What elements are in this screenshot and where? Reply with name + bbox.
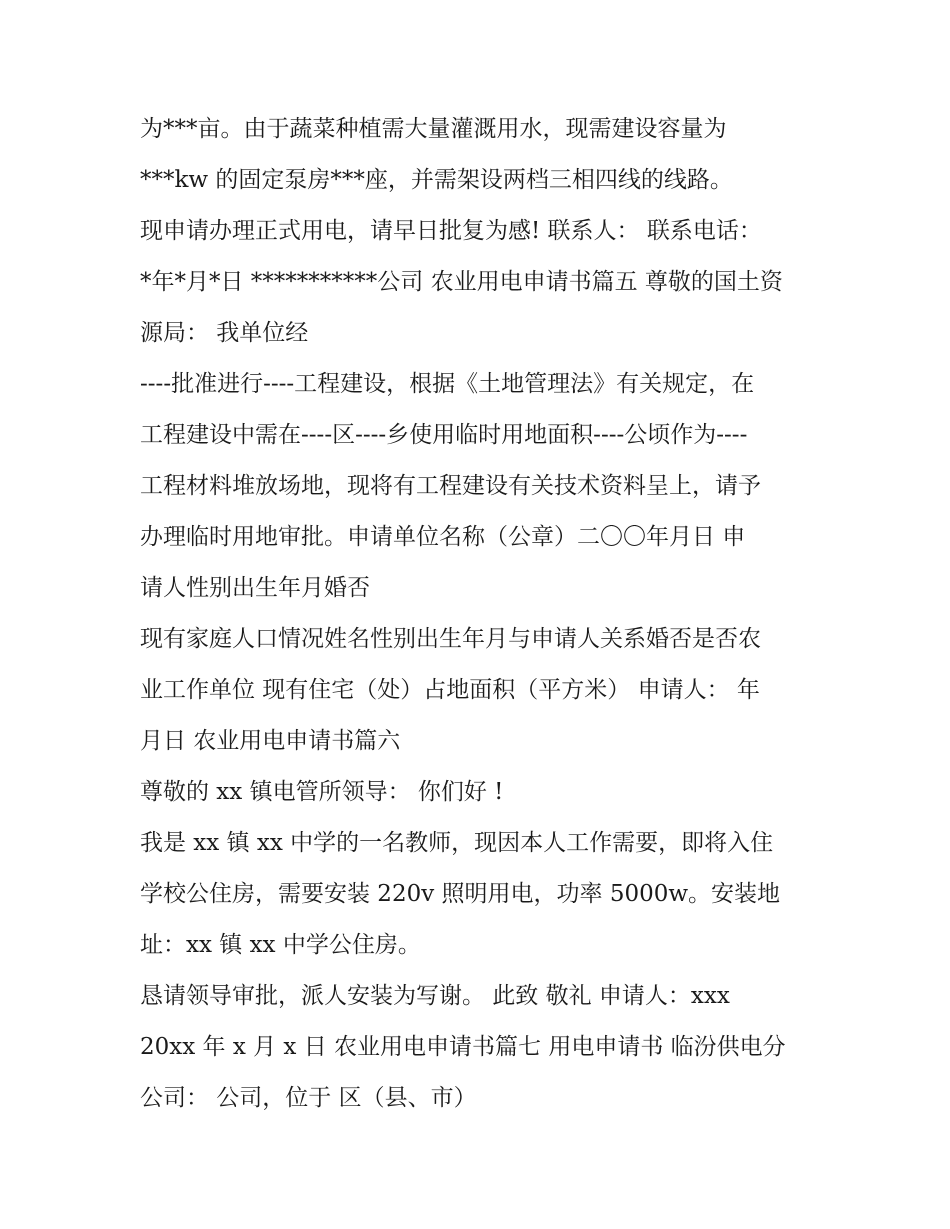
text-line: 现申请办理正式用电，请早日批复为感! 联系人： 联系电话： [140, 218, 762, 244]
text-line: ----批准进行----工程建设，根据《土地管理法》有关规定，在 [140, 371, 755, 397]
text-line: 工程建设中需在----区----乡使用临时用地面积----公顷作为---- [140, 422, 748, 448]
text-line: 请人性别出生年月婚否 [140, 575, 370, 601]
text-line: ***kw 的固定泵房***座，并需架设两档三相四线的线路。 [140, 167, 733, 193]
text-line: *年*月*日 ***********公司 农业用电申请书篇五 尊敬的国土资 [140, 269, 783, 295]
text-line: 业工作单位 现有住宅（处）占地面积（平方米） 申请人： 年 [140, 677, 760, 703]
text-line: 月日 农业用电申请书篇六 [140, 728, 401, 754]
text-line: 现有家庭人口情况姓名性别出生年月与申请人关系婚否是否农 [140, 626, 761, 652]
text-line: 源局： 我单位经 [140, 320, 309, 346]
text-line: 恳请领导审批，派人安装为写谢。 此致 敬礼 申请人：xxx [140, 983, 730, 1009]
text-line: 工程材料堆放场地，现将有工程建设有关技术资料呈上，请予 [140, 473, 761, 499]
text-line: 我是 xx 镇 xx 中学的一名教师，现因本人工作需要，即将入住 [140, 830, 774, 856]
text-line: 公司： 公司，位于 区（县、市） [140, 1085, 477, 1111]
text-line: 学校公住房，需要安装 220v 照明用电，功率 5000w。安装地 [140, 881, 781, 907]
text-line: 址：xx 镇 xx 中学公住房。 [140, 932, 421, 958]
text-line: 尊敬的 xx 镇电管所领导： 你们好 ! [140, 779, 504, 805]
document-body [140, 104, 820, 1124]
text-line: 为***亩。由于蔬菜种植需大量灌溉用水，现需建设容量为 [140, 116, 727, 142]
text-line: 办理临时用地审批。申请单位名称（公章）二〇〇年月日 申 [140, 524, 746, 550]
text-line: 20xx 年 x 月 x 日 农业用电申请书篇七 用电申请书 临汾供电分 [140, 1034, 786, 1060]
